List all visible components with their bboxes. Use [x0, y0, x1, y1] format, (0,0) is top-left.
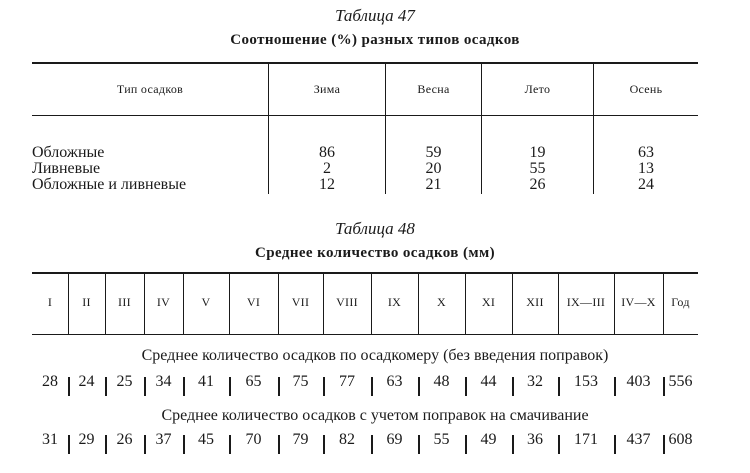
table48-top-rule — [32, 272, 698, 274]
table48-data-row — [0, 373, 750, 397]
table48-value: 608 — [668, 431, 693, 448]
table48-col-divider — [229, 274, 230, 334]
table48-value-separator — [105, 435, 107, 454]
table48-value: 75 — [292, 373, 309, 390]
table48-value-separator — [229, 435, 231, 454]
table48-col-divider — [68, 274, 69, 334]
table48-value-separator — [558, 377, 560, 396]
table48-value-separator — [465, 377, 467, 396]
table48-value-separator — [183, 377, 185, 396]
table48-header-rule — [32, 334, 698, 335]
table48-col-divider — [183, 274, 184, 334]
table48-value-separator — [68, 435, 70, 454]
table47-title: Соотношение (%) разных типов осадков — [230, 32, 520, 48]
table48-value: 25 — [116, 373, 133, 390]
table48-col-divider — [144, 274, 145, 334]
table47-cell: 24 — [638, 176, 654, 193]
table47-cell: 20 — [425, 160, 442, 177]
table48-col-divider — [663, 274, 664, 334]
table47-header-winter: Зима — [313, 82, 341, 96]
table47-cell: 59 — [425, 144, 442, 161]
table47-cell: 55 — [529, 160, 546, 177]
table48-value-separator — [278, 377, 280, 396]
table48-value: 79 — [292, 431, 309, 448]
table48-value-separator — [371, 435, 373, 454]
table48-value: 403 — [626, 373, 651, 390]
table48-value-separator — [68, 377, 70, 396]
table48-value-separator — [278, 435, 280, 454]
table47-header-summer: Лето — [524, 82, 551, 96]
table48-col-divider — [105, 274, 106, 334]
table48-value-separator — [229, 377, 231, 396]
table47-cell: 19 — [529, 144, 546, 161]
table48-value: 24 — [78, 373, 95, 390]
table48-value: 45 — [198, 431, 214, 448]
table47-row-label: Обложные — [32, 144, 105, 161]
table47-cell: 86 — [319, 144, 335, 161]
table48-value: 34 — [155, 373, 172, 390]
table48-value: 82 — [339, 431, 355, 448]
table48-header-cell: IX — [387, 295, 402, 309]
table48-header-cell: Год — [671, 295, 690, 309]
table48-value: 437 — [626, 431, 651, 448]
table48-header-cell: IX—III — [566, 295, 606, 309]
table47-cell: 26 — [529, 176, 546, 193]
table48-col-divider — [465, 274, 466, 334]
table48-value: 63 — [386, 373, 403, 390]
table48-value: 49 — [480, 431, 497, 448]
table48-value: 32 — [527, 373, 543, 390]
table48-section-title: Среднее количество осадков с учетом поправок на смачивание — [161, 407, 589, 424]
table48-header-cell: IV — [156, 295, 171, 309]
table48-value-separator — [371, 377, 373, 396]
table48-section-title: Среднее количество осадков по осадкомеру (без введения поправок) — [141, 347, 609, 364]
table48-col-divider — [323, 274, 324, 334]
table47-row-label: Обложные и ливневые — [32, 176, 187, 193]
table48-value-separator — [512, 377, 514, 396]
table48-value-separator — [105, 377, 107, 396]
table48-value-separator — [663, 377, 665, 396]
table48-value: 556 — [668, 373, 693, 390]
table48-value-separator — [614, 377, 616, 396]
table48-value: 48 — [433, 373, 450, 390]
table48-header-cell: V — [201, 295, 211, 309]
table48-data-row — [0, 431, 750, 455]
table48-value: 65 — [245, 373, 262, 390]
table48-header-cell: X — [437, 295, 446, 309]
table48-value: 77 — [339, 373, 355, 390]
table48-value-separator — [663, 435, 665, 454]
table48-value-separator — [323, 435, 325, 454]
table48-header-cell: IV—X — [621, 295, 656, 309]
table48-value-separator — [418, 377, 420, 396]
table47-top-rule — [32, 62, 698, 64]
table48-title: Среднее количество осадков (мм) — [255, 245, 495, 261]
table48-value: 28 — [42, 373, 58, 390]
table48-value: 55 — [433, 431, 450, 448]
table48-value-separator — [323, 377, 325, 396]
table48-value: 70 — [245, 431, 262, 448]
table47-header-spring: Весна — [417, 82, 450, 96]
table47-header-autumn: Осень — [629, 82, 663, 96]
table48-header-cell: XI — [481, 295, 496, 309]
table48-value: 36 — [527, 431, 543, 448]
table48-header-cell: I — [47, 295, 53, 309]
table48-value-separator — [144, 377, 146, 396]
table48-col-divider — [558, 274, 559, 334]
table48-value-separator — [558, 435, 560, 454]
table48-header-cell: III — [118, 295, 131, 309]
table47-cell: 63 — [638, 144, 654, 161]
table48-caption: Таблица 48 — [335, 219, 415, 238]
table48-value: 31 — [42, 431, 58, 448]
table48-header-cell: XII — [526, 295, 544, 309]
table48-header-cell: II — [82, 295, 91, 309]
table48-col-divider — [512, 274, 513, 334]
table48-value: 69 — [386, 431, 403, 448]
table48-value: 26 — [116, 431, 133, 448]
table47-caption: Таблица 47 — [335, 6, 415, 25]
table48-value: 29 — [78, 431, 95, 448]
table47-row-label: Ливневые — [32, 160, 101, 177]
table48-value-separator — [418, 435, 420, 454]
table47-cell: 2 — [323, 160, 331, 177]
table48-value-separator — [144, 435, 146, 454]
table48-value-separator — [183, 435, 185, 454]
table48-value: 44 — [480, 373, 497, 390]
table48-header-cell: VI — [246, 295, 261, 309]
table48-col-divider — [418, 274, 419, 334]
table48-value: 41 — [198, 373, 214, 390]
table48-value-separator — [512, 435, 514, 454]
table48-value: 171 — [574, 431, 598, 448]
table48-value: 153 — [574, 373, 598, 390]
table48-value-separator — [614, 435, 616, 454]
table47-cell: 13 — [638, 160, 654, 177]
table48-header-cell: VII — [291, 295, 310, 309]
table48-col-divider — [278, 274, 279, 334]
table48-col-divider — [614, 274, 615, 334]
table47-cell: 21 — [425, 176, 442, 193]
table47-header-rule — [32, 115, 698, 116]
table47-header-type: Тип осадков — [116, 82, 184, 96]
table48-value-separator — [465, 435, 467, 454]
table48-header-cell: VIII — [336, 295, 358, 309]
table48-value: 37 — [155, 431, 172, 448]
table47-cell: 12 — [319, 176, 335, 193]
table48-col-divider — [371, 274, 372, 334]
